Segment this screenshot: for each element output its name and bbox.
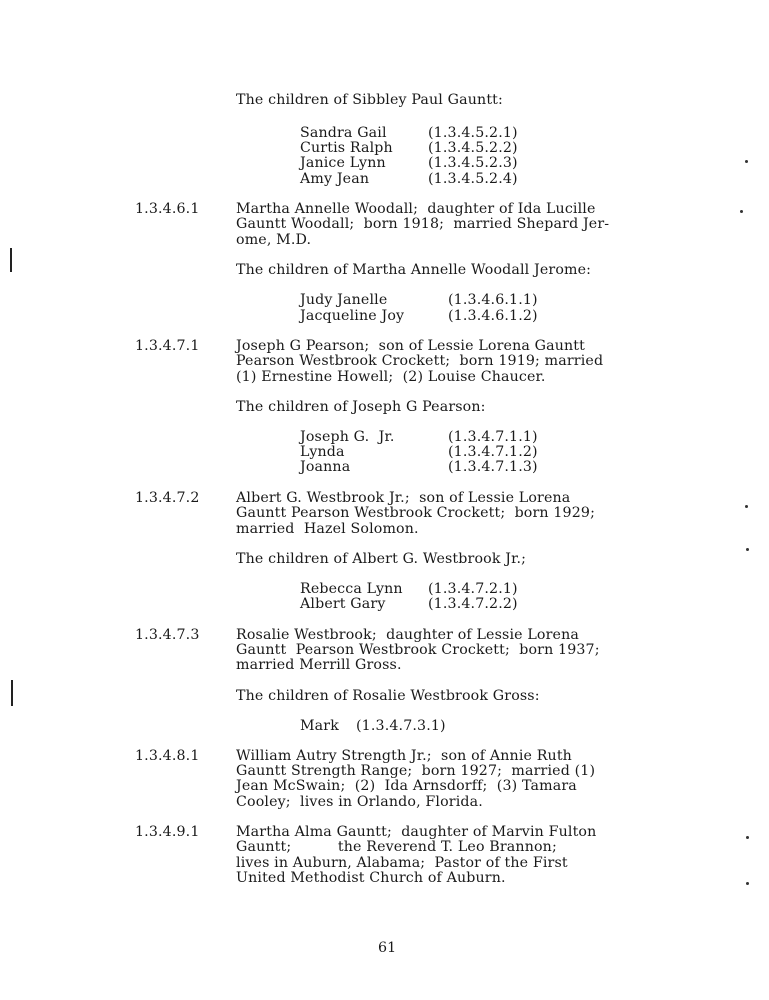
entry-text-line: lives in Auburn, Alabama; Pastor of the First (236, 855, 568, 871)
child-code: (1.3.4.5.2.1) (428, 125, 518, 141)
scan-margin-mark (11, 680, 13, 706)
child-name: Lynda (300, 444, 345, 460)
entry-text-line: United Methodist Church of Auburn. (236, 870, 506, 886)
entry-text-line: Gauntt Pearson Westbrook Crockett; born 1937; (236, 642, 600, 658)
entry-text-line: Gauntt Strength Range; born 1927; married (1) (236, 763, 596, 779)
scan-speck (740, 210, 743, 213)
entry-text-line: William Autry Strength Jr.; son of Annie Ruth (236, 748, 572, 764)
children-heading: The children of Albert G. Westbrook Jr.; (236, 551, 527, 567)
child-code: (1.3.4.5.2.4) (428, 171, 518, 187)
child-code: (1.3.4.5.2.3) (428, 155, 518, 171)
child-name: Judy Janelle (300, 292, 388, 308)
child-name: Jacqueline Joy (300, 308, 405, 324)
entry-text-line: Martha Annelle Woodall; daughter of Ida Lucille (236, 201, 596, 217)
child-code: (1.3.4.7.2.2) (428, 596, 518, 612)
child-name: Rebecca Lynn (300, 581, 403, 597)
entry-text-line: Gauntt Woodall; born 1918; married Shepard Jer- (236, 216, 610, 232)
child-name: Curtis Ralph (300, 140, 393, 156)
entry-text-line: Albert G. Westbrook Jr.; son of Lessie Lorena (236, 490, 571, 506)
child-name: Sandra Gail (300, 125, 387, 141)
scan-speck (745, 505, 748, 508)
scan-speck (745, 160, 748, 163)
child-name: Amy Jean (300, 171, 370, 187)
scan-speck (746, 548, 749, 551)
entry-text-line: Cooley; lives in Orlando, Florida. (236, 794, 483, 810)
entry-text-line: Jean McSwain; (2) Ida Arnsdorff; (3) Tamara (236, 778, 577, 794)
children-heading: The children of Sibbley Paul Gauntt: (236, 92, 503, 108)
scan-speck (746, 882, 749, 885)
child-name: Albert Gary (300, 596, 386, 612)
scan-speck (746, 836, 749, 839)
child-code: (1.3.4.7.1.1) (448, 429, 538, 445)
child-code: (1.3.4.5.2.2) (428, 140, 518, 156)
entry-id: 1.3.4.7.2 (135, 490, 200, 506)
entry-text-line: Gauntt; the Reverend T. Leo Brannon; (236, 839, 557, 855)
child-name: Janice Lynn (300, 155, 386, 171)
entry-id: 1.3.4.7.3 (135, 627, 200, 643)
entry-text-line: Martha Alma Gauntt; daughter of Marvin Fulton (236, 824, 597, 840)
entry-text-line: ome, M.D. (236, 232, 312, 248)
entry-text-line: (1) Ernestine Howell; (2) Louise Chaucer. (236, 369, 546, 385)
child-name: Joseph G. Jr. (300, 429, 395, 445)
child-name: Joanna (300, 459, 351, 475)
child-code: (1.3.4.7.3.1) (356, 718, 446, 734)
page-number: 61 (378, 940, 397, 956)
entry-text-line: married Hazel Solomon. (236, 521, 419, 537)
entry-text-line: Gauntt Pearson Westbrook Crockett; born 1929; (236, 505, 596, 521)
entry-text-line: married Merrill Gross. (236, 657, 402, 673)
children-heading: The children of Joseph G Pearson: (236, 399, 486, 415)
entry-id: 1.3.4.7.1 (135, 338, 200, 354)
child-name: Mark (300, 718, 339, 734)
entry-id: 1.3.4.6.1 (135, 201, 200, 217)
entry-text-line: Joseph G Pearson; son of Lessie Lorena Gauntt (236, 338, 585, 354)
entry-text-line: Pearson Westbrook Crockett; born 1919; married (236, 353, 604, 369)
child-code: (1.3.4.7.1.3) (448, 459, 538, 475)
entry-id: 1.3.4.8.1 (135, 748, 200, 764)
entry-text-line: Rosalie Westbrook; daughter of Lessie Lorena (236, 627, 579, 643)
child-code: (1.3.4.6.1.1) (448, 292, 538, 308)
child-code: (1.3.4.6.1.2) (448, 308, 538, 324)
scan-margin-mark (10, 248, 12, 272)
child-code: (1.3.4.7.1.2) (448, 444, 538, 460)
children-heading: The children of Martha Annelle Woodall Jerome: (236, 262, 592, 278)
children-heading: The children of Rosalie Westbrook Gross: (236, 688, 540, 704)
entry-id: 1.3.4.9.1 (135, 824, 200, 840)
child-code: (1.3.4.7.2.1) (428, 581, 518, 597)
